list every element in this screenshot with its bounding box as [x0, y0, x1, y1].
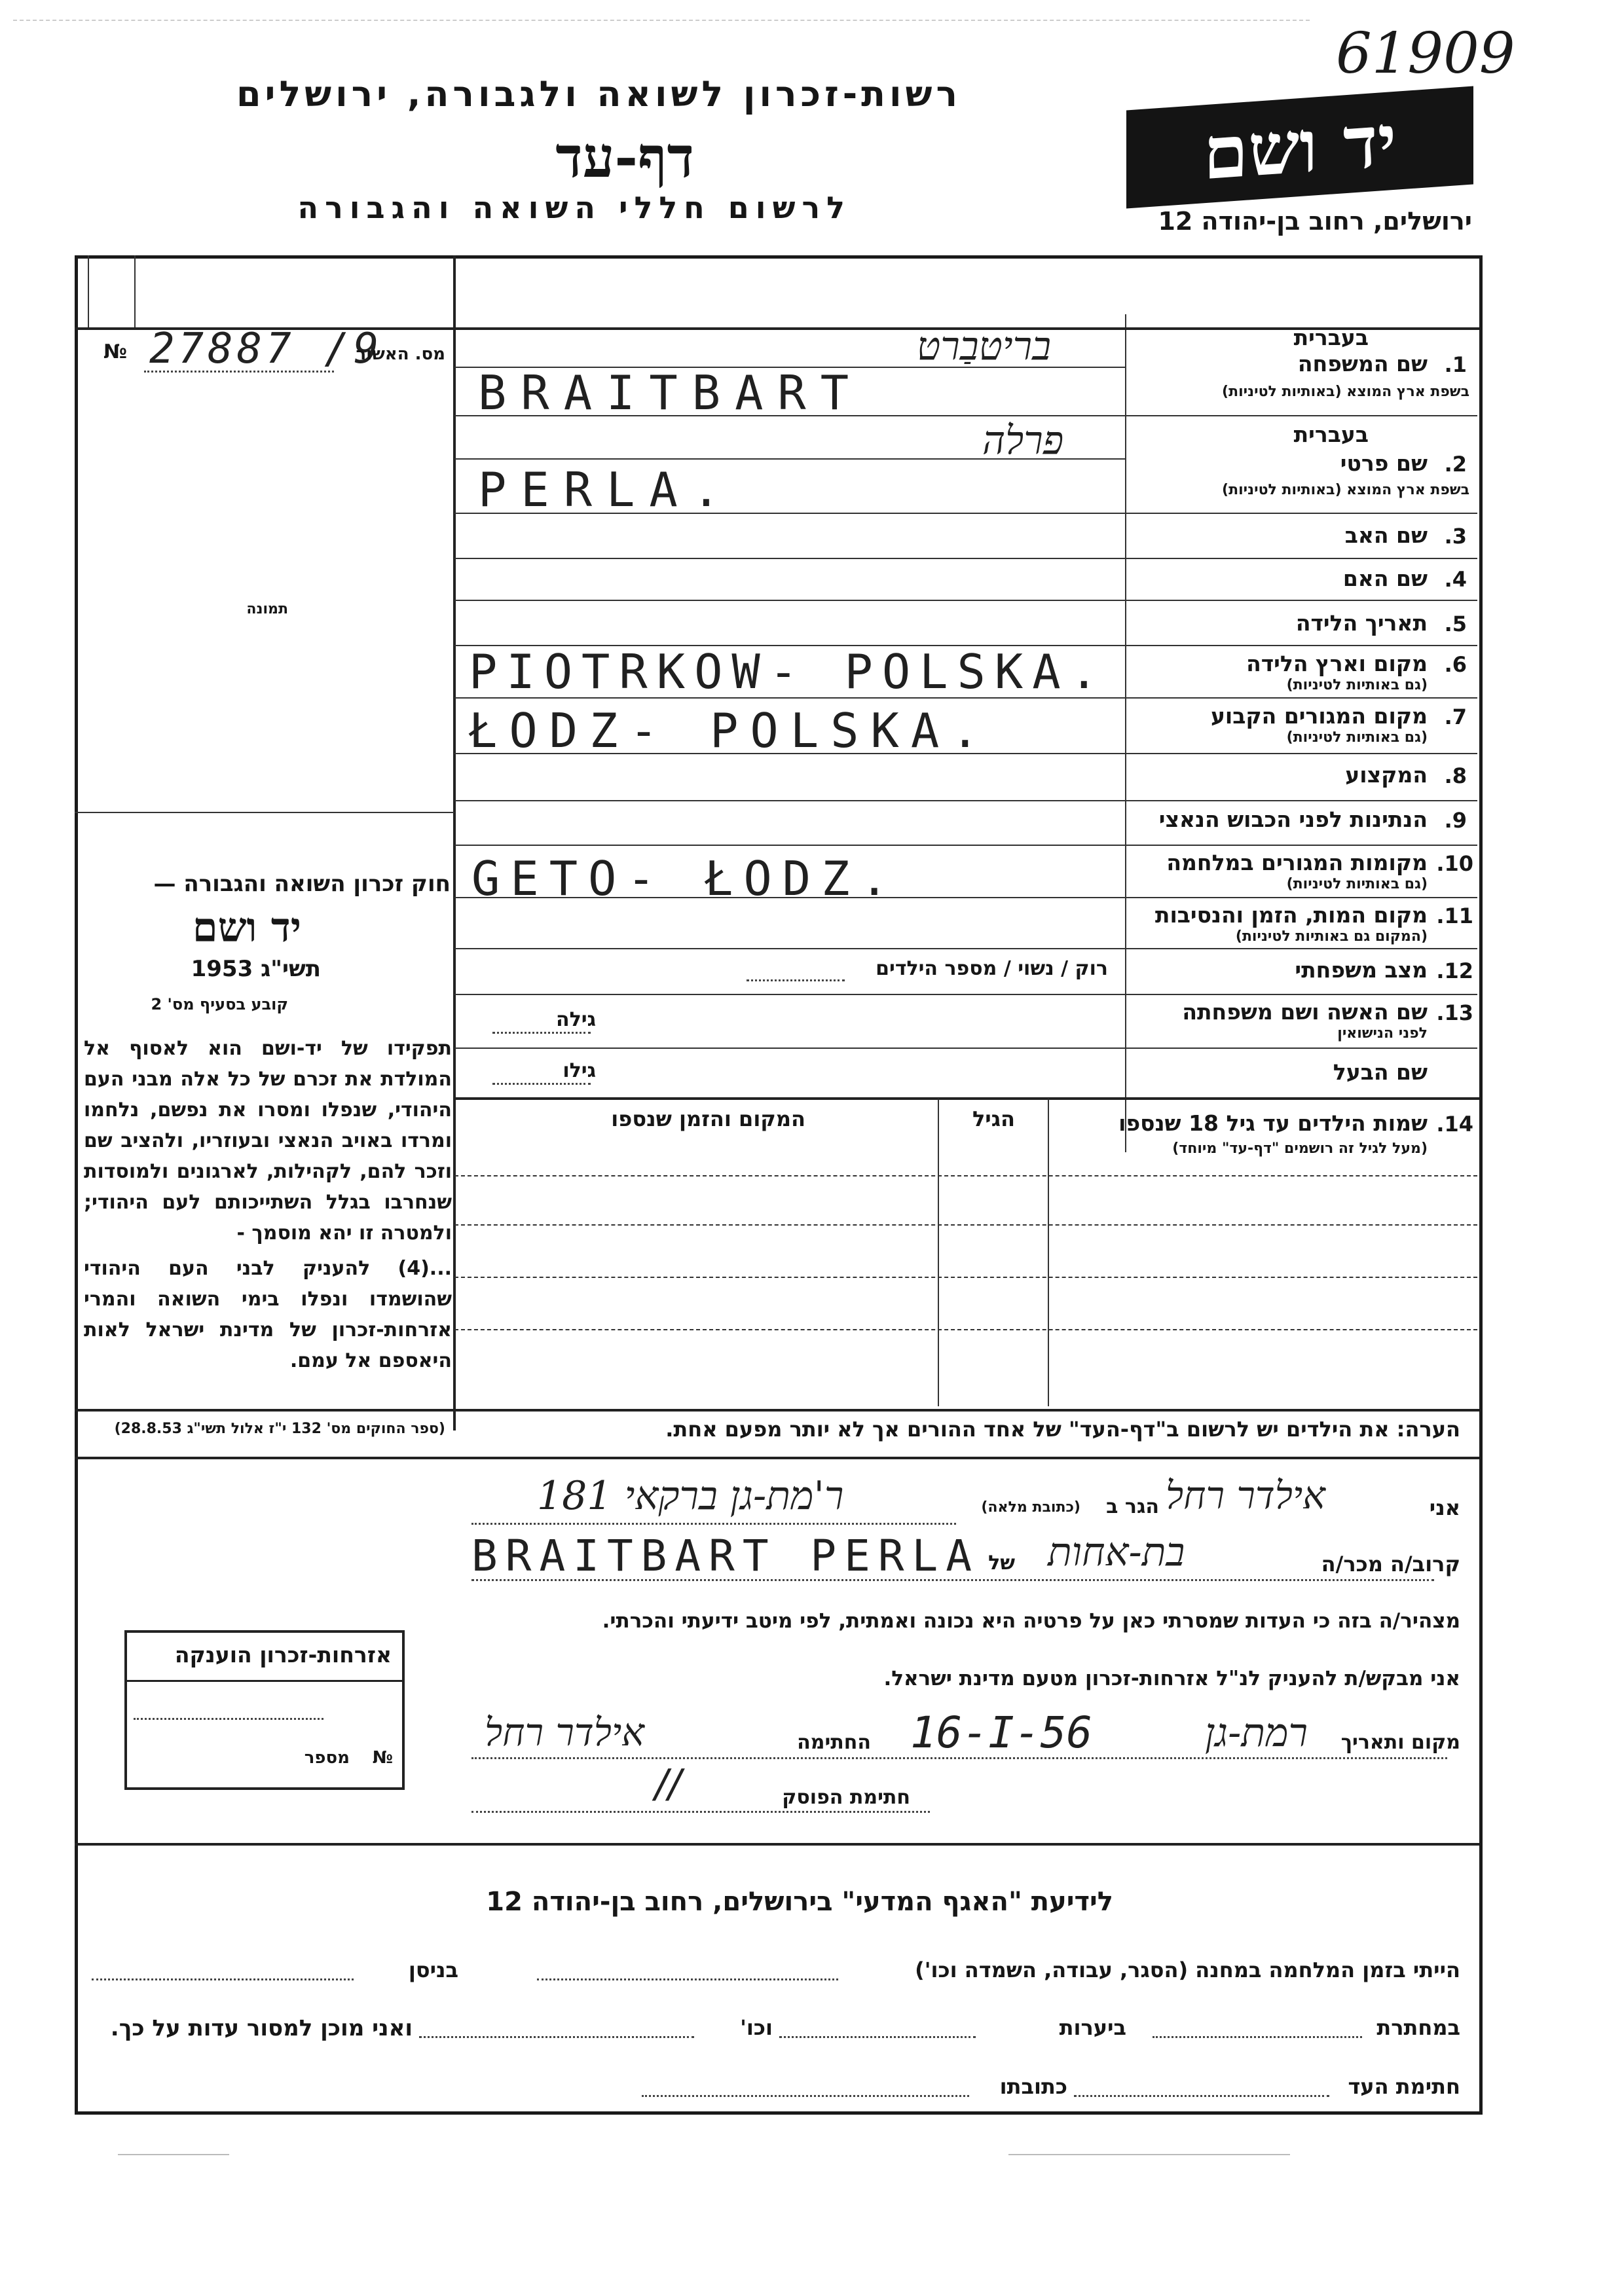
footer-line1-suffix: בניסן: [408, 1958, 458, 1982]
field-6-sub: (גם באותיות לטיניות): [1286, 677, 1428, 693]
field-1-num: 1.: [1444, 352, 1467, 377]
field-10-label: מקומות המגורים במלחמה: [1166, 850, 1428, 875]
field-10-value[interactable]: GETO- ŁODZ.: [471, 851, 899, 906]
decl-of-value[interactable]: BRAITBART PERLA: [471, 1531, 980, 1581]
law-clause: קובע בסעיף מס' 2: [151, 995, 288, 1013]
registration-value: 27887 /9: [149, 325, 383, 373]
footer-line2-b: ביערות: [1059, 2015, 1126, 2040]
field-8-label: המקצוע: [1345, 762, 1428, 788]
decl-place-date-label: מקום ותאריך: [1340, 1731, 1460, 1754]
decl-signature-value[interactable]: אילדר רחל: [485, 1710, 644, 1755]
children-sub: (מעל לגיל זה רושמים "דף-עד" מיוחד): [1172, 1140, 1428, 1157]
citizenship-title: אזרחות-זכרון הוענקה: [174, 1642, 392, 1667]
husband-age-label: גילו: [563, 1059, 596, 1082]
citizenship-box: [124, 1630, 405, 1790]
field-7-sub: (גם באותיות לטיניות): [1286, 729, 1428, 746]
field-6-label: מקום וארץ הלידה: [1246, 651, 1428, 676]
footer-line2-d: ואני מוכן למסור עדות על כך.: [110, 2015, 413, 2041]
field-13-age-label: גילה: [556, 1008, 596, 1031]
field-1-lang-label: בעברית: [1293, 325, 1369, 350]
archive-number: 61909: [1336, 21, 1515, 86]
yad-vashem-logo: [1126, 86, 1473, 208]
field-12-value: רוק / נשוי / מספר הילדים: [876, 957, 1108, 980]
field-2-num: 2.: [1444, 452, 1467, 477]
law-text-2: ...(4) להעניק לבני העם היהודי שהושמדו ונפלו בימי השואה והמרי אזרחות-זכרון של מדינת ישראל לאות היאספם אל עמם.: [84, 1257, 452, 1372]
law-title: חוק זכרון השואה והגבורה —: [153, 871, 451, 897]
field-13-sub: לפני הנישואין: [1337, 1025, 1428, 1042]
decl-request: אני מבקש/ת להעניק לנ"ל אזרחות-זכרון מטעם מדינת ישראל.: [883, 1667, 1460, 1690]
citizenship-no-symbol: №: [372, 1748, 393, 1768]
field-5-num: 5.: [1444, 611, 1467, 636]
decl-full-address-label: (כתובת מלאה): [981, 1499, 1080, 1516]
decl-of: של: [988, 1552, 1015, 1575]
children-col-place: המקום והזמן שנספו: [611, 1106, 805, 1131]
field-12-num: 12.: [1436, 958, 1473, 983]
decl-decider-value: //: [655, 1761, 682, 1807]
decl-ani-value[interactable]: אילדר רחל: [1166, 1473, 1325, 1518]
field-2-latin-value[interactable]: PERLA.: [478, 462, 735, 517]
field-6-value[interactable]: PIOTRKOW- POLSKA.: [469, 644, 1107, 699]
field-5-label: תאריך הלידה: [1295, 610, 1428, 636]
field-13-label: שם האשה ושם משפחתה: [1182, 999, 1428, 1025]
decl-statement: מצהיר/ה בזה כי העדות שמסרתי כאן על פרטיה היא נכונה ואמתית, לפי מיטב ידיעתי והכרתי.: [602, 1609, 1460, 1633]
field-1-label: שם המשפחה: [1297, 351, 1428, 376]
decl-signature-label: החתימה: [797, 1731, 871, 1754]
photo-label: תמונה: [246, 601, 288, 617]
field-3-label: שם האב: [1344, 522, 1428, 548]
children-num: 14.: [1436, 1112, 1473, 1137]
form-subtitle: לרשום חללי השואה והגבורה: [297, 190, 851, 225]
law-text-1: תפקידו של יד-ושם הוא לאסוף אל המולדת את זכרם של כל אלה מבני העם היהודי, שנפלו ומסרו את נפשם, נלחמו ומרדו באויב הנאצי ובעוזריו, ולהציב שם וזכר להם, לקהילות, לארגונים ולמוסדות שנחרבו בגלל השתייכותם לעם היהודי; ולמטרה זו יהא מוסמך -: [84, 1037, 452, 1245]
footer-line2-c: וכו': [740, 2015, 773, 2040]
field-4-num: 4.: [1444, 567, 1467, 592]
field-6-num: 6.: [1444, 652, 1467, 677]
field-8-num: 8.: [1444, 763, 1467, 788]
address: ירושלים, רחוב בן-יהודה 12: [1158, 207, 1472, 236]
law-source: (ספר החוקים מס' 132 י"ז אלול תשי"ג 28.8.53): [114, 1421, 445, 1437]
field-12-label: מצב משפחתי: [1295, 957, 1428, 983]
field-1-latin-value[interactable]: BRAITBART: [478, 365, 864, 420]
field-1-heb-value[interactable]: בריטבַרט: [917, 323, 1051, 369]
decl-ani: אני: [1429, 1495, 1460, 1520]
decl-residing: הגר ב: [1106, 1495, 1159, 1518]
registration-no-symbol: №: [103, 340, 128, 363]
footer-line1-prefix: הייתי בזמן המלחמה במחנה (הסגר, עבודה, השמדה וכו'): [915, 1958, 1460, 1982]
field-11-sub: (המקום גם באותיות לטיניות): [1235, 928, 1428, 945]
field-2-sub: בשפת ארץ המוצא (באותיות לטיניות): [1222, 482, 1469, 498]
field-2-label: שם פרטי: [1340, 450, 1428, 476]
decl-place-value[interactable]: רמת-גן: [1205, 1710, 1308, 1756]
field-7-num: 7.: [1444, 704, 1467, 729]
decl-date-value[interactable]: 16-I-56: [910, 1707, 1093, 1758]
form-title: דף-עד: [555, 124, 694, 191]
field-7-value[interactable]: ŁODZ- POLSKA.: [469, 703, 991, 758]
decl-address-value[interactable]: ר'מת-גן ברקאי 181: [537, 1473, 844, 1519]
law-year: תשי"ג 1953: [191, 956, 321, 982]
note: הערה: את הילדים יש לרשום ב"דף-העד" של אחד ההורים אך לא יותר מפעם אחת.: [665, 1417, 1460, 1442]
decl-relative-value[interactable]: בת-אחות: [1048, 1529, 1185, 1575]
field-1-sub: בשפת ארץ המוצא (באותיות לטיניות): [1222, 384, 1469, 400]
field-9-label: הנתינות לפני הכבוש הנאצי: [1158, 807, 1428, 832]
field-4-label: שם האם: [1342, 566, 1428, 591]
footer-line3-b: כתובתו: [999, 2074, 1067, 2099]
children-col-age: הגיל: [972, 1106, 1015, 1131]
field-11-num: 11.: [1436, 903, 1473, 928]
field-2-heb-value[interactable]: פרלה: [982, 418, 1064, 464]
authority-name: רשות-זכרון לשואה ולגבורה, ירושלים: [236, 73, 961, 115]
footer-line3-a: חתימת העד: [1348, 2074, 1460, 2099]
field-2-lang-label: בעברית: [1293, 422, 1369, 447]
decl-decider-label: חתימת הפוסק: [782, 1786, 910, 1809]
field-7-label: מקום המגורים הקבוע: [1210, 703, 1428, 729]
husband-label: שם הבעל: [1333, 1059, 1428, 1085]
law-name: יד ושם: [192, 903, 301, 951]
field-13-num: 13.: [1436, 1000, 1473, 1025]
decl-relative-label: קרוב/ה מכר/ה: [1321, 1552, 1460, 1576]
field-10-num: 10.: [1436, 851, 1473, 876]
footer-title: לידיעת "האגף המדעי" בירושלים, רחוב בן-יהודה 12: [486, 1887, 1113, 1917]
field-9-num: 9.: [1444, 808, 1467, 833]
logo-text: יד ושם: [1203, 98, 1397, 196]
registration-label: מס. האשור: [356, 344, 445, 364]
field-10-sub: (גם באותיות לטיניות): [1286, 876, 1428, 892]
field-11-label: מקום המות, הזמן והנסיבות: [1154, 902, 1428, 928]
children-label: שמות הילדים עד גיל 18 שנספו: [1118, 1110, 1428, 1136]
citizenship-number-label: מספר: [304, 1748, 350, 1768]
field-3-num: 3.: [1444, 524, 1467, 549]
footer-line2-a: במחתרת: [1376, 2015, 1460, 2040]
